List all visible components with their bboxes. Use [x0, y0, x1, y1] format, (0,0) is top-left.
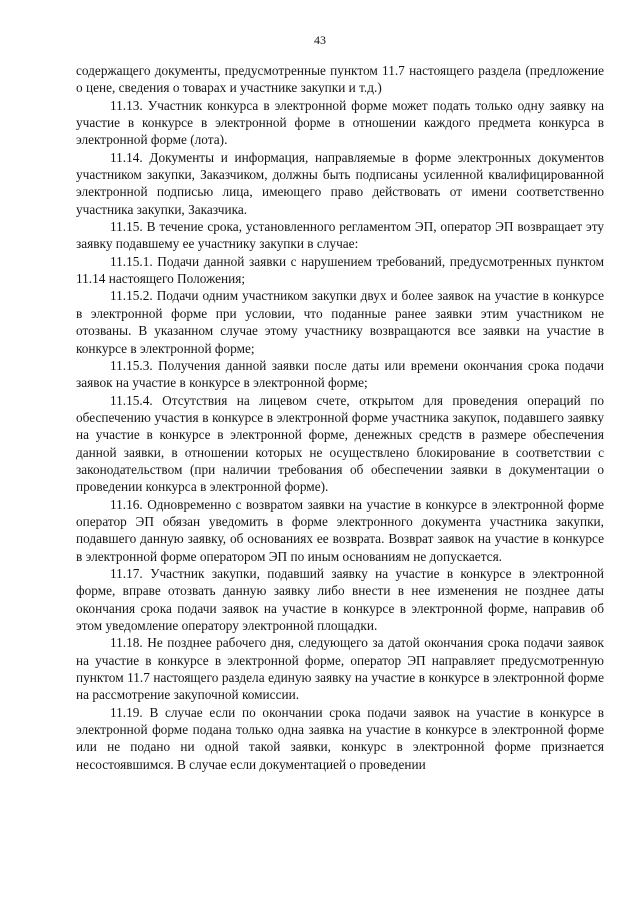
- paragraph-11-18: 11.18. Не позднее рабочего дня, следующего за датой окончания срока подачи заявок на участие в конкурсе в электронной форме, оператор ЭП направляет предусмотренную пунктом 11.7 настоящего раздела единую заявку на участие в конкурсе в электронной форме на рассмотрение закупочной комиссии.: [76, 635, 604, 703]
- paragraph-11-15-4: 11.15.4. Отсутствия на лицевом счете, открытом для проведения операций по обеспечению участия в конкурсе в электронной форме участника закупок, подавшего заявку на участие в конкурсе в электронной форме, денежных средств в размере обеспечения данной заявки, в отношении которых не осуществлено блокирование в соответствии с законодательством (при наличии требования об обеспечении заявки в документации о проведении конкурса в электронной форме).: [76, 392, 604, 495]
- paragraph-11-14: 11.14. Документы и информация, направляемые в форме электронных документов участником закупки, Заказчиком, должны быть подписаны усиленной квалифицированной электронной подписью лица, имеющего право действовать от имени соответственно участника закупки, Заказчика.: [76, 149, 604, 217]
- page-number: 43: [314, 33, 326, 47]
- document-body: [76, 62, 604, 773]
- paragraph-11-15-3: 11.15.3. Получения данной заявки после даты или времени окончания срока подачи заявок на участие в конкурсе в электронной форме;: [76, 357, 604, 391]
- paragraph-11-15-2: 11.15.2. Подачи одним участником закупки двух и более заявок на участие в конкурсе в электронной форме при условии, что поданные ранее заявки этим участником не отозваны. В указанном случае этому участнику возвращаются все заявки на участие в конкурсе в электронной форме;: [76, 288, 604, 356]
- paragraph-11-17: 11.17. Участник закупки, подавший заявку на участие в конкурсе в электронной форме, вправе отозвать данную заявку либо внести в нее изменения не позднее даты окончания срока подачи заявок на участие в конкурсе в электронной форме, направив об этом уведомление оператору электронной площадки.: [76, 565, 604, 633]
- paragraph-11-15: 11.15. В течение срока, установленного регламентом ЭП, оператор ЭП возвращает эту заявку подавшему ее участнику закупки в случае:: [76, 219, 604, 252]
- paragraph-11-13: 11.13. Участник конкурса в электронной форме может подать только одну заявку на участие в конкурсе в электронной форме в отношении каждого предмета конкурса в электронной форме (лота).: [76, 97, 604, 148]
- paragraph-11-19: 11.19. В случае если по окончании срока подачи заявок на участие в конкурсе в электронной форме подана только одна заявка на участие в конкурсе в электронной форме или не подано ни одной такой заявки, конкурс в электронной форме признается несостоявшимся. В случае если документацией о проведении: [76, 704, 604, 772]
- paragraph-11-16: 11.16. Одновременно с возвратом заявки на участие в конкурсе в электронной форме оператор ЭП обязан уведомить в форме электронного документа участника закупки, подавшего данную заявку, об основаниях ее возврата. Возврат заявок на участие в конкурсе в электронной форме оператором ЭП по иным основаниям не допускается.: [76, 496, 604, 564]
- paragraph-11-15-1: 11.15.1. Подачи данной заявки с нарушением требований, предусмотренных пунктом 11.14 настоящего Положения;: [76, 253, 604, 287]
- paragraph-continuation: содержащего документы, предусмотренные пунктом 11.7 настоящего раздела (предложение о цене, сведения о товарах и участнике закупки и т.д.): [76, 63, 604, 96]
